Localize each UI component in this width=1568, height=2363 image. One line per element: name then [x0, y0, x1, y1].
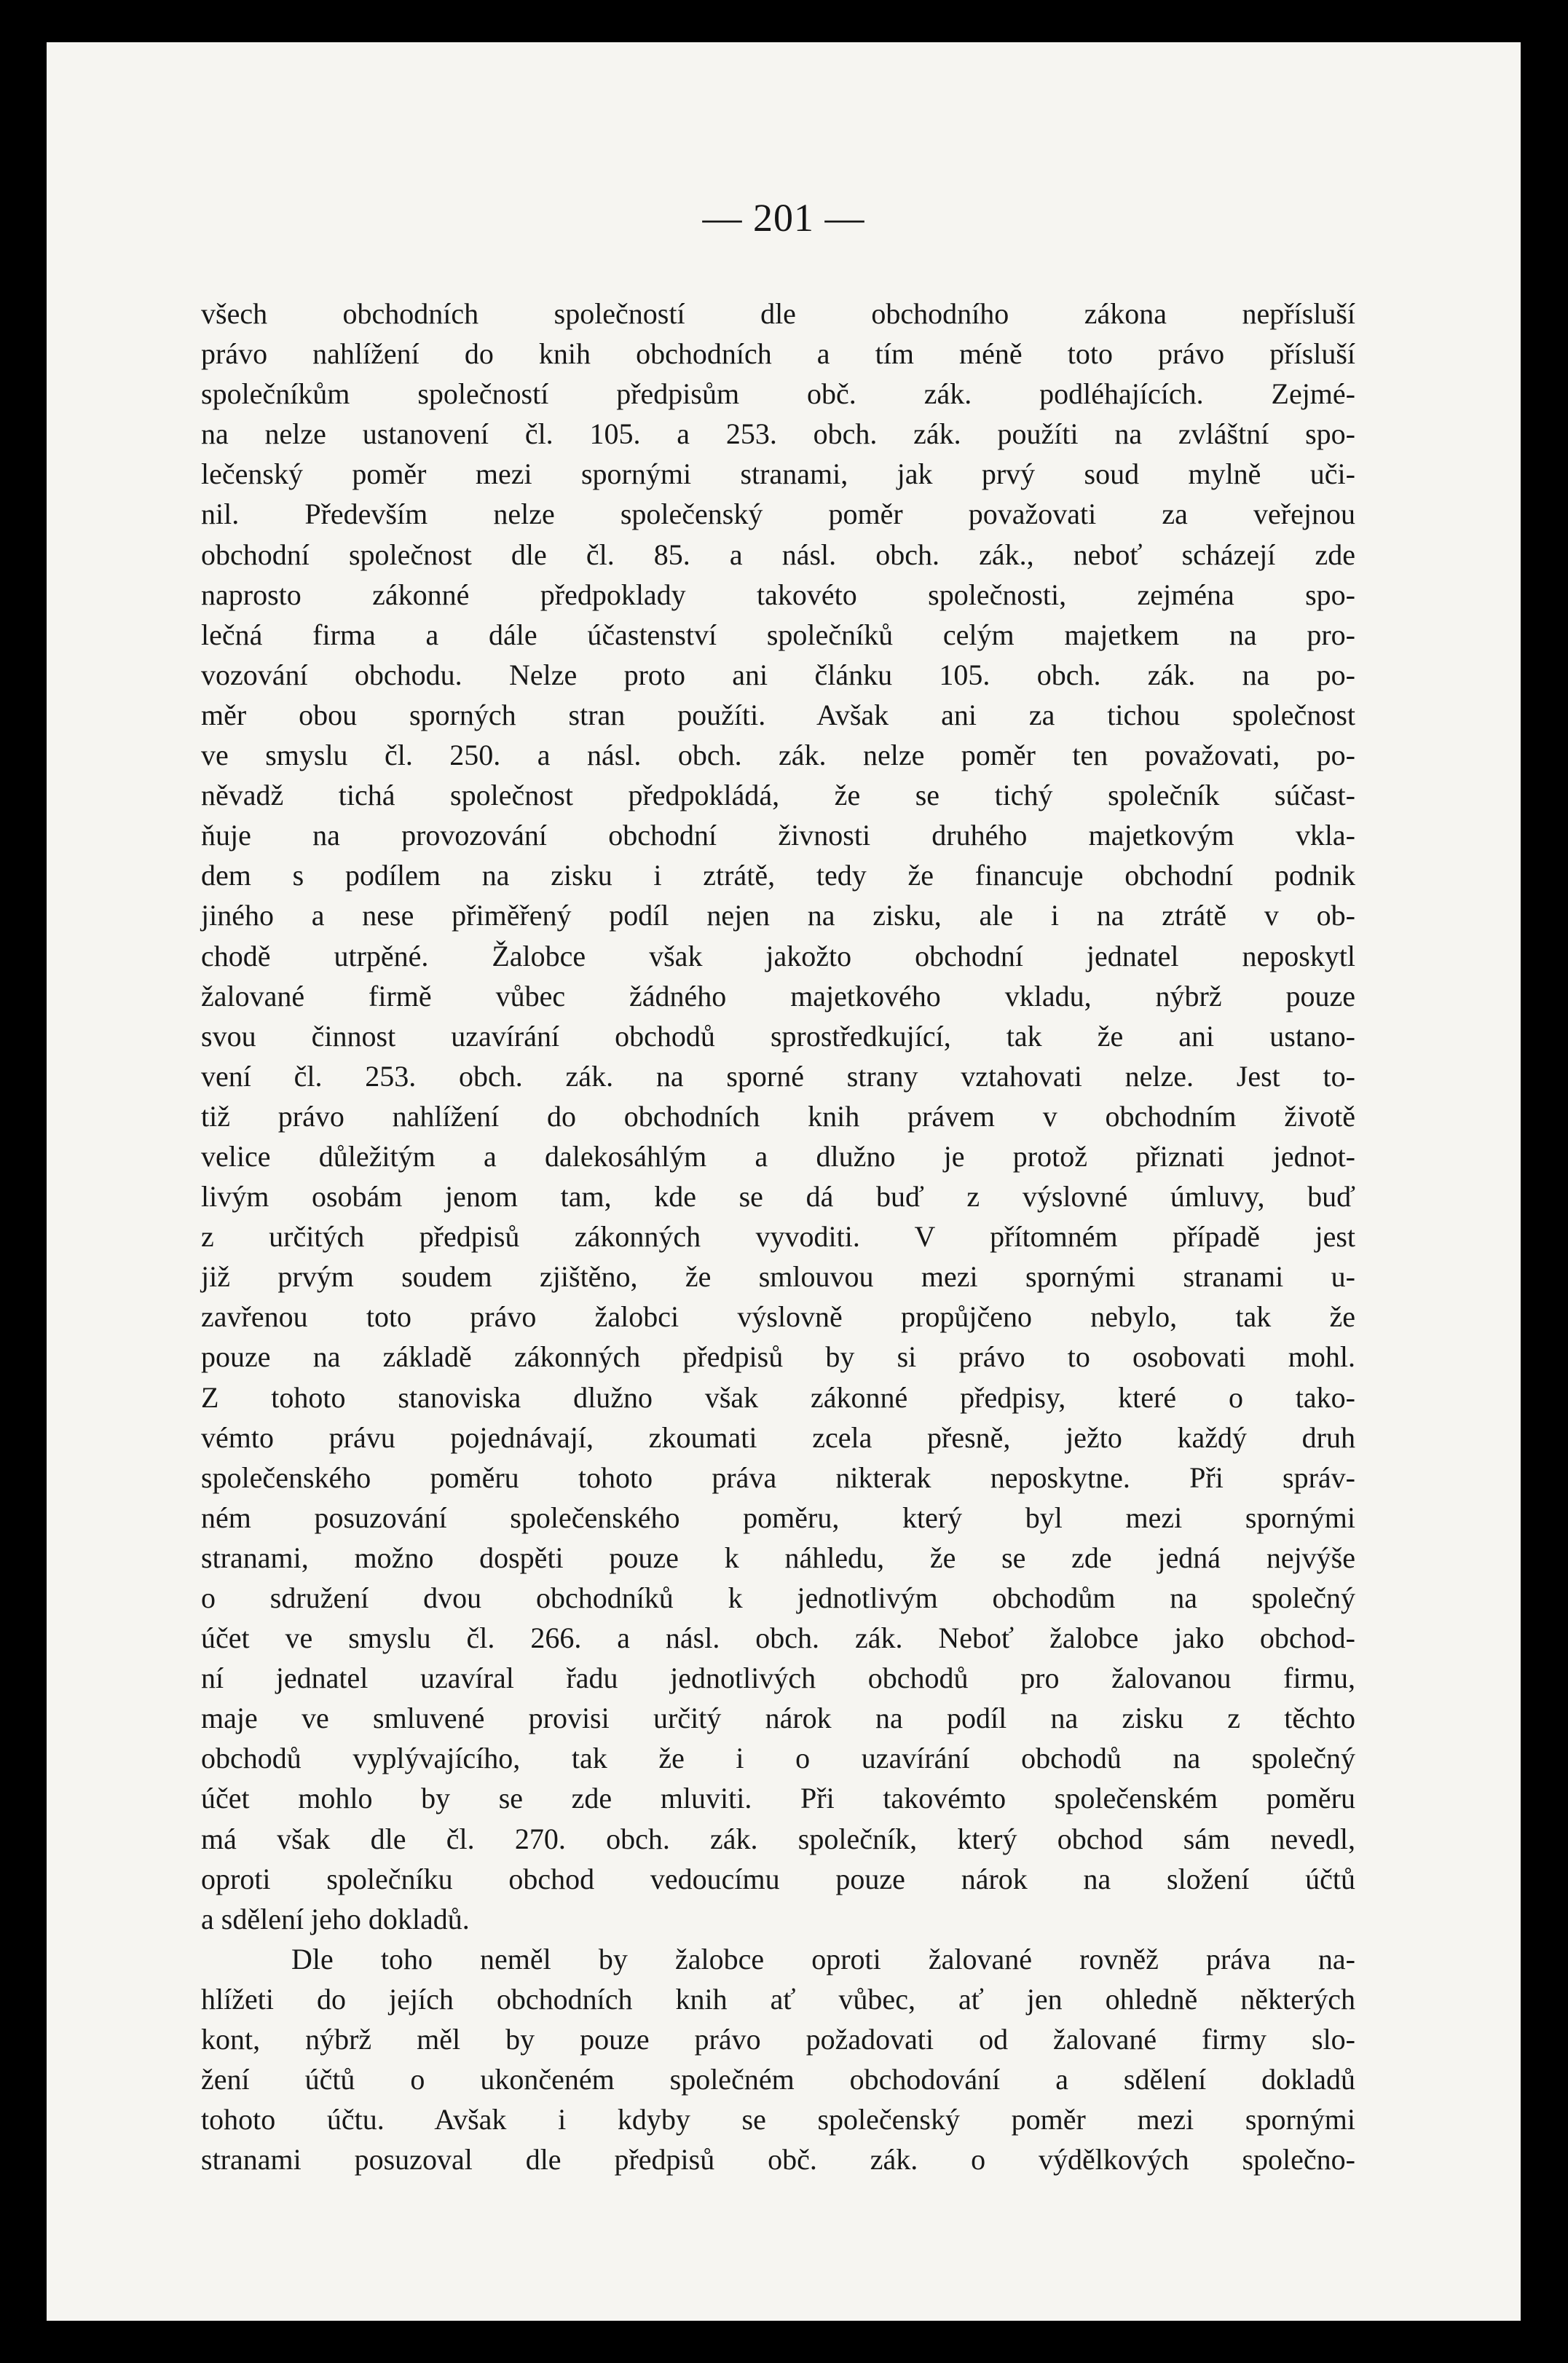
text-line: vémto právu pojednávají, zkoumati zcela přesně, ježto každý druh	[201, 1420, 1355, 1454]
text-line: kont, nýbrž měl by pouze právo požadovati od žalované firmy slo-	[201, 2023, 1355, 2056]
text-line: tohoto účtu. Avšak i kdyby se společenský poměr mezi spornými	[201, 2103, 1355, 2136]
text-line: z určitých předpisů zákonných vyvoditi. V přítomném případě jest	[201, 1220, 1355, 1254]
text-line: nil. Především nelze společenský poměr považovati za veřejnou	[201, 498, 1355, 531]
text-line: obchodní společnost dle čl. 85. a násl. obch. zák., neboť scházejí zde	[201, 538, 1355, 571]
text-line: livým osobám jenom tam, kde se dá buď z výslovné úmluvy, buď	[201, 1180, 1355, 1214]
text-line: účet mohlo by se zde mluviti. Při takovémto společenském poměru	[201, 1782, 1355, 1815]
text-line: společníkům společností předpisům obč. zák. podléhajících. Zejmé-	[201, 377, 1355, 411]
text-line: naprosto zákonné předpoklady takovéto společnosti, zejména spo-	[201, 578, 1355, 611]
text-line: společenského poměru tohoto práva nikterak neposkytne. Při správ-	[201, 1460, 1355, 1494]
text-line: právo nahlížení do knih obchodních a tím méně toto právo přísluší	[201, 337, 1355, 371]
text-line: velice důležitým a dalekosáhlým a dlužno je protož přiznati jednot-	[201, 1139, 1355, 1173]
text-line: svou činnost uzavírání obchodů sprostředkující, tak že ani ustano-	[201, 1019, 1355, 1053]
text-line: Z tohoto stanoviska dlužno však zákonné předpisy, které o tako-	[201, 1380, 1355, 1414]
text-line: všech obchodních společností dle obchodního zákona nepřísluší	[201, 297, 1355, 330]
text-line: lečenský poměr mezi spornými stranami, jak prvý soud mylně uči-	[201, 457, 1355, 491]
text-line: hlížeti do jejích obchodních knih ať vůbec, ať jen ohledně některých	[201, 1982, 1355, 2016]
text-line: maje ve smluvené provisi určitý nárok na podíl na zisku z těchto	[201, 1702, 1355, 1735]
text-line: na nelze ustanovení čl. 105. a 253. obch. zák. použíti na zvláštní spo-	[201, 417, 1355, 451]
text-line: účet ve smyslu čl. 266. a násl. obch. zák. Neboť žalobce jako obchod-	[201, 1621, 1355, 1655]
text-line: o sdružení dvou obchodníků k jednotlivým obchodům na společný	[201, 1581, 1355, 1614]
text-line: vení čl. 253. obch. zák. na sporné strany vztahovati nelze. Jest to-	[201, 1059, 1355, 1093]
text-line: lečná firma a dále účastenství společníků celým majetkem na pro-	[201, 618, 1355, 651]
text-line: tiž právo nahlížení do obchodních knih právem v obchodním životě	[201, 1099, 1355, 1133]
text-line: ve smyslu čl. 250. a násl. obch. zák. nelze poměr ten považovati, po-	[201, 739, 1355, 772]
text-line: žalované firmě vůbec žádného majetkového vkladu, nýbrž pouze	[201, 979, 1355, 1013]
text-line: pouze na základě zákonných předpisů by si právo to osobovati mohl.	[201, 1340, 1355, 1374]
text-line: chodě utrpěné. Žalobce však jakožto obchodní jednatel neposkytl	[201, 939, 1355, 972]
text-line: žení účtů o ukončeném společném obchodování a sdělení dokladů	[201, 2063, 1355, 2096]
text-line: má však dle čl. 270. obch. zák. společník, který obchod sám nevedl,	[201, 1822, 1355, 1855]
text-line: ní jednatel uzavíral řadu jednotlivých obchodů pro žalovanou firmu,	[201, 1662, 1355, 1695]
paragraph-start-line: Dle toho neměl by žalobce oproti žalované rovněž práva na-	[291, 1942, 1355, 1975]
document-page	[47, 42, 1521, 2321]
text-line: ňuje na provozování obchodní živnosti druhého majetkovým vkla-	[201, 819, 1355, 852]
text-line: obchodů vyplývajícího, tak že i o uzavírání obchodů na společný	[201, 1742, 1355, 1775]
text-line: měr obou sporných stran použíti. Avšak ani za tichou společnost	[201, 698, 1355, 731]
text-line: oproti společníku obchod vedoucímu pouze nárok na složení účtů	[201, 1862, 1355, 1895]
text-line: ném posuzování společenského poměru, který byl mezi spornými	[201, 1501, 1355, 1534]
text-line: zavřenou toto právo žalobci výslovně propůjčeno nebylo, tak že	[201, 1300, 1355, 1334]
text-line: stranami posuzoval dle předpisů obč. zák. o výdělkových společno-	[201, 2143, 1355, 2177]
text-line: něvadž tichá společnost předpokládá, že se tichý společník súčast-	[201, 779, 1355, 812]
text-line: dem s podílem na zisku i ztrátě, tedy že financuje obchodní podnik	[201, 859, 1355, 892]
text-line: vozování obchodu. Nelze proto ani článku 105. obch. zák. na po-	[201, 658, 1355, 691]
page-number: — 201 —	[702, 196, 865, 240]
body-text	[201, 294, 1355, 2179]
text-line: stranami, možno dospěti pouze k náhledu, že se zde jedná nejvýše	[201, 1541, 1355, 1574]
paragraph-end-line: a sdělení jeho dokladů.	[201, 1902, 470, 1935]
text-line: již prvým soudem zjištěno, že smlouvou mezi spornými stranami u-	[201, 1260, 1355, 1294]
text-line: jiného a nese přiměřený podíl nejen na zisku, ale i na ztrátě v ob-	[201, 899, 1355, 932]
